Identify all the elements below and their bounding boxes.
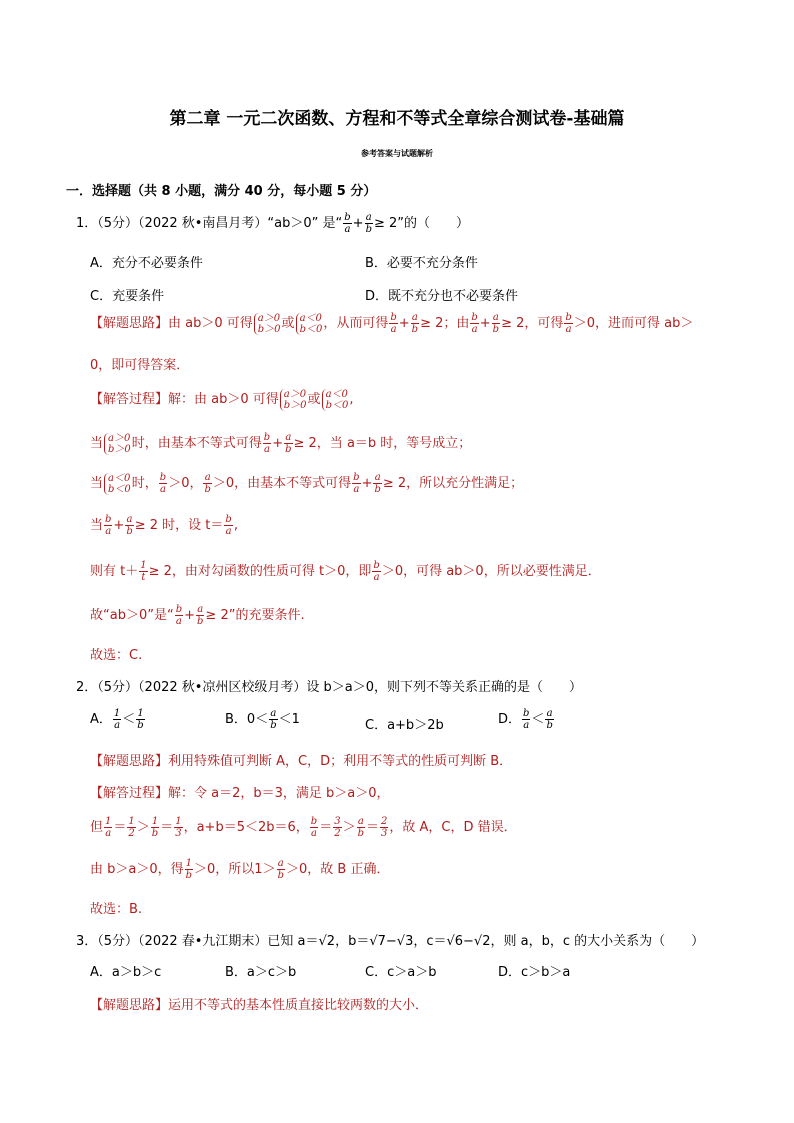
q1-thinking: 【解题思路】由 ab＞0 可得 a＞0 b＞0 或 a＜0 b＜0 ，从而可得 $\frac{b}{a}$ + $\frac{a}{b}$ ≥ 2；由 $\frac{b}{a}$ + $\frac{a}{b}$ ≥ 2，可得 $\frac{b}{a}$ ＞0，进而可得 ab＞: [90, 312, 694, 335]
q2-option-a[interactable]: A． $\frac{1}{a}$ ＜ $\frac{1}{b}$: [90, 708, 144, 731]
page-title: 第二章 一元二次函数、方程和不等式全章综合测试卷-基础篇: [169, 109, 625, 129]
q1-process-line2: 当 a＜0 b＜0 时， $\frac{b}{a}$ ＞0， $\frac{a}{b}$ ＞0，由基本不等式可得 $\frac{b}{a}$ + $\frac{a}{b}$ ≥ 2，所以充分性满足；: [90, 472, 524, 495]
q2-answer: 故选：B.: [90, 902, 143, 917]
q1-process-line1: 当 a＞0 b＞0 时，由基本不等式可得 $\frac{b}{a}$ + $\frac{a}{b}$ ≥ 2，当 a＝b 时，等号成立；: [90, 432, 472, 455]
q1-option-c[interactable]: C．充要条件: [90, 289, 165, 304]
q2-process-line1: 但 $\frac{1}{a}$ ＝ $\frac{1}{2}$ ＞ $\frac{1}{b}$ ＝ $\frac{1}{3}$ ，a+b＝5＜2b＝6， $\frac{b}{a}$ ＝ $\frac{3}{2}$ ＞ $\frac{a}{b}$ ＝ $\frac{2}{3}$ ，故 A，C，D 错误．: [90, 816, 517, 839]
page-subtitle: 参考答案与试题解析: [361, 149, 433, 158]
q2-thinking: 【解题思路】利用特殊值可判断 A，C，D；利用不等式的性质可判断 B．: [90, 754, 513, 769]
q3-option-a[interactable]: A．a＞b＞c: [90, 965, 162, 980]
q2-stem: 2．（5分）（2022 秋•凉州区校级月考）设 b＞a＞0，则下列不等关系正确的是（ ）: [76, 680, 583, 695]
q2-option-c[interactable]: C．a+b＞2b: [365, 718, 444, 733]
q3-option-d[interactable]: D．c＞b＞a: [498, 965, 571, 980]
q2-process: 【解答过程】解：令 a＝2，b＝3，满足 b＞a＞0，: [90, 786, 390, 801]
q2-process-line2: 由 b＞a＞0，得 $\frac{1}{b}$ ＞0，所以1＞ $\frac{a}{b}$ ＞0，故 B 正确．: [90, 858, 390, 881]
section-heading: 一．选择题（共 8 小题，满分 40 分，每小题 5 分）: [66, 184, 377, 199]
q1-stem: 1．（5分）（2022 秋•南昌月考）“ab＞0” 是“ $\frac{b}{a}$ + $\frac{a}{b}$ ≥ 2”的（ ）: [76, 212, 470, 235]
q1-stem-post: ≥ 2”的（ ）: [373, 216, 470, 231]
q1-answer: 故选：C.: [90, 648, 143, 663]
q1-stem-pre: 1．（5分）（2022 秋•南昌月考）“ab＞0” 是“: [76, 216, 343, 231]
q2-option-d[interactable]: D． $\frac{b}{a}$ ＜ $\frac{a}{b}$: [498, 708, 553, 731]
q1-option-d[interactable]: D．既不充分也不必要条件: [365, 289, 519, 304]
q1-process-line4: 则有 t＋ $\frac{1}{t}$ ≥ 2，由对勾函数的性质可得 t＞0，即 $\frac{b}{a}$ ＞0，可得 ab＞0，所以必要性满足．: [90, 560, 601, 583]
q3-stem: 3．（5分）（2022 春•九江期末）已知 a＝√2，b＝√7−√3，c＝√6−√2，则 a，b，c 的大小关系为（ ）: [76, 934, 705, 949]
thinking-tag: 【解题思路】: [90, 316, 169, 331]
q1-option-b[interactable]: B．必要不充分条件: [365, 256, 478, 271]
q3-option-c[interactable]: C．c＞a＞b: [365, 965, 437, 980]
process-tag: 【解答过程】: [90, 392, 169, 407]
q3-option-b[interactable]: B．a＞c＞b: [225, 965, 297, 980]
q1-process-line5: 故“ab＞0”是“ $\frac{b}{a}$ + $\frac{a}{b}$ ≥ 2”的充要条件.: [90, 604, 305, 627]
q1-process-line3: 当 $\frac{b}{a}$ + $\frac{a}{b}$ ≥ 2 时，设 t＝ $\frac{b}{a}$ ,: [90, 514, 238, 537]
q3-thinking: 【解题思路】运用不等式的基本性质直接比较两数的大小．: [90, 998, 429, 1013]
q2-option-b[interactable]: B．0＜ $\frac{a}{b}$ ＜1: [225, 708, 300, 731]
q1-thinking-cont: 0，即可得答案．: [90, 358, 190, 373]
q1-option-a[interactable]: A．充分不必要条件: [90, 256, 203, 271]
q1-process: 【解答过程】解：由 ab＞0 可得 a＞0 b＞0 或 a＜0 b＜0 ,: [90, 388, 354, 411]
